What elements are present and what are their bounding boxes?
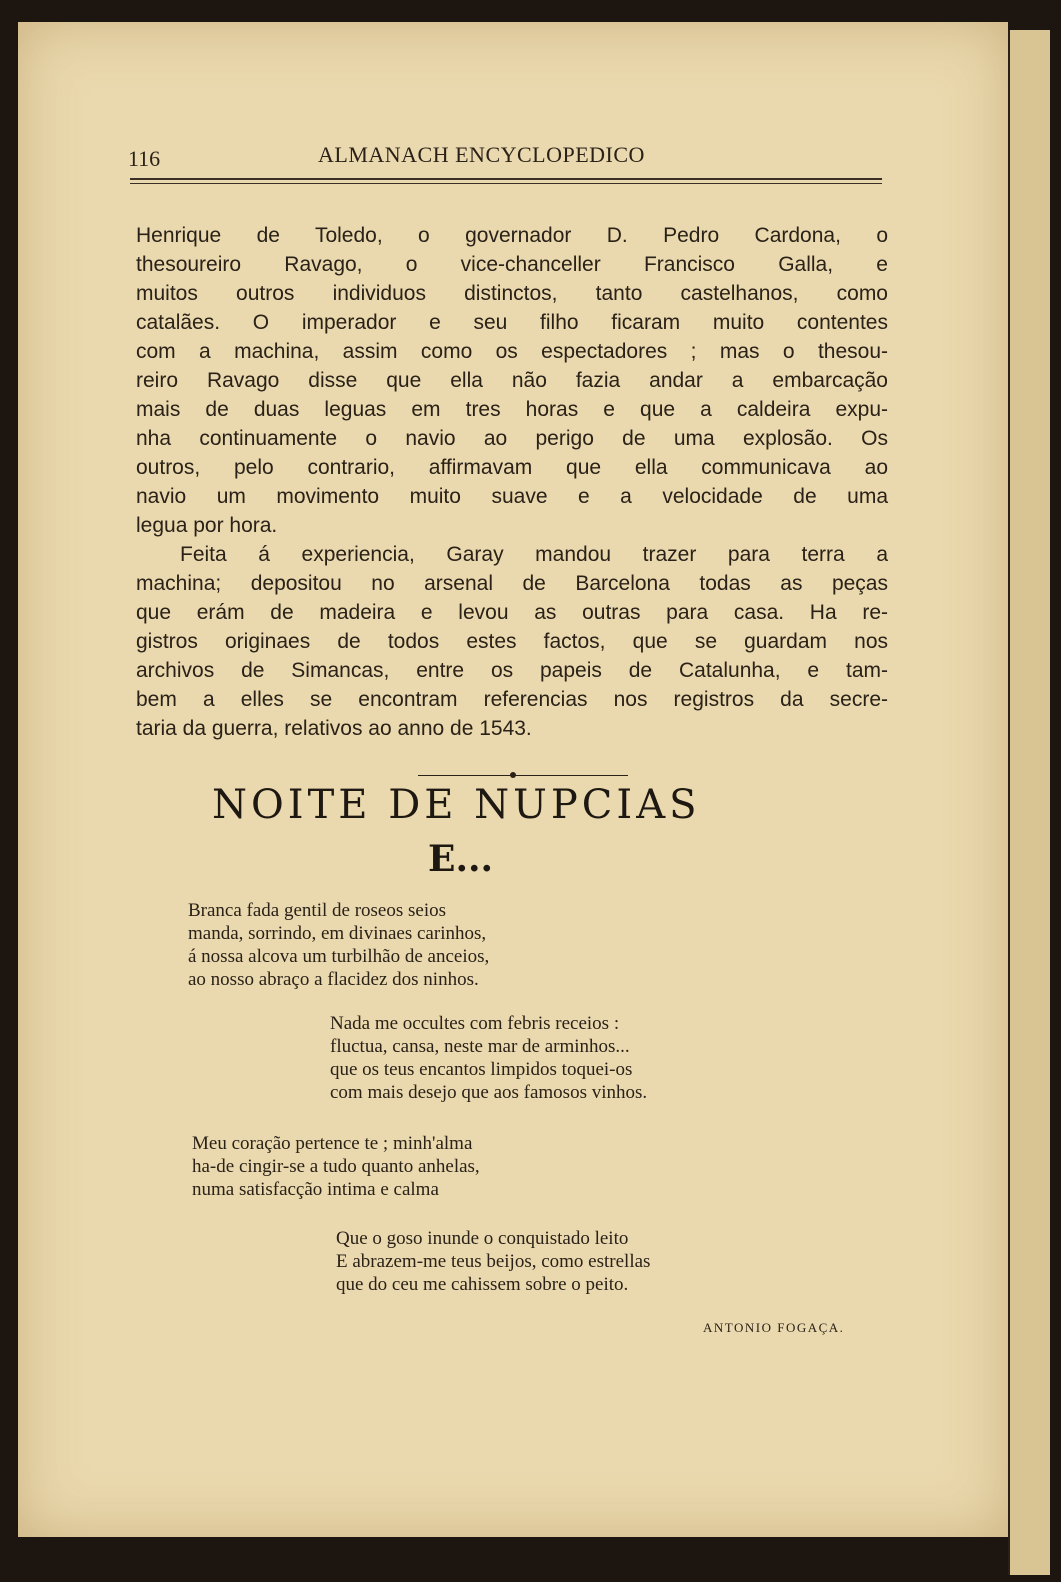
text-line: taria da guerra, relativos ao anno de 1543.	[136, 717, 532, 740]
text-line: navio um movimento muito suave e a velocidade de uma	[136, 485, 888, 508]
text-line: machina; depositou no arsenal de Barcelona todas as peças	[136, 572, 888, 595]
text-line: thesoureiro Ravago, o vice-chanceller Francisco Galla, e	[136, 253, 888, 276]
verse-line: Branca fada gentil de roseos seios	[188, 900, 446, 921]
text-line: outros, pelo contrario, affirmavam que ella communicava ao	[136, 456, 888, 479]
text-line: nha continuamente o navio ao perigo de uma explosão. Os	[136, 427, 888, 450]
verse-line: á nossa alcova um turbilhão de anceios,	[188, 946, 490, 967]
text-line: bem a elles se encontram referencias nos registros da secre-	[136, 688, 888, 711]
verse-line: Meu coração pertence te ; minh'alma	[192, 1133, 473, 1154]
text-line: reiro Ravago disse que ella não fazia andar a embarcação	[136, 369, 888, 392]
poem-subtitle: E...	[428, 838, 494, 880]
text-line: Henrique de Toledo, o governador D. Pedro Cardona, o	[136, 224, 888, 247]
verse-line: que os teus encantos limpidos toquei-os	[330, 1059, 633, 1080]
header-rule	[130, 178, 882, 180]
text-line: que erám de madeira e levou as outras para casa. Ha re-	[136, 601, 888, 624]
text-line: legua por hora.	[136, 514, 278, 537]
text-line: archivos de Simancas, entre os papeis de Catalunha, e tam-	[136, 659, 888, 682]
text-line: gistros originaes de todos estes factos, que se guardam nos	[136, 630, 888, 653]
poem-title: NOITE DE NUPCIAS	[212, 782, 701, 828]
text-line: muitos outros individuos distinctos, tanto castelhanos, como	[136, 282, 888, 305]
verse-line: ao nosso abraço a flacidez dos ninhos.	[188, 969, 479, 990]
verse-line: Que o goso inunde o conquistado leito	[336, 1228, 629, 1249]
page-number: 116	[128, 146, 161, 171]
verse-line: com mais desejo que aos famosos vinhos.	[330, 1082, 648, 1103]
text-line: catalães. O imperador e seu filho ficaram muito contentes	[136, 311, 888, 334]
page	[18, 22, 1008, 1537]
verse-line: manda, sorrindo, em divinaes carinhos,	[188, 923, 487, 944]
text-line: mais de duas leguas em tres horas e que a caldeira expu-	[136, 398, 888, 421]
verse-line: numa satisfacção intima e calma	[192, 1179, 439, 1200]
text-line: Feita á experiencia, Garay mandou trazer para terra a	[180, 543, 888, 566]
header-rule-thin	[130, 183, 882, 184]
verse-line: que do ceu me cahissem sobre o peito.	[336, 1274, 629, 1295]
poem-author: ANTONIO FOGAÇA.	[703, 1320, 845, 1335]
ornament-divider	[418, 775, 628, 776]
adjacent-page-edge	[1008, 30, 1050, 1575]
text-line: com a machina, assim como os espectadores ; mas o thesou-	[136, 340, 888, 363]
verse-line: E abrazem-me teus beijos, como estrellas	[336, 1251, 651, 1272]
verse-line: Nada me occultes com febris receios :	[330, 1013, 620, 1034]
running-title: ALMANACH ENCYCLOPEDICO	[318, 142, 645, 167]
verse-line: ha-de cingir-se a tudo quanto anhelas,	[192, 1156, 480, 1177]
verse-line: fluctua, cansa, neste mar de arminhos...	[330, 1036, 630, 1057]
